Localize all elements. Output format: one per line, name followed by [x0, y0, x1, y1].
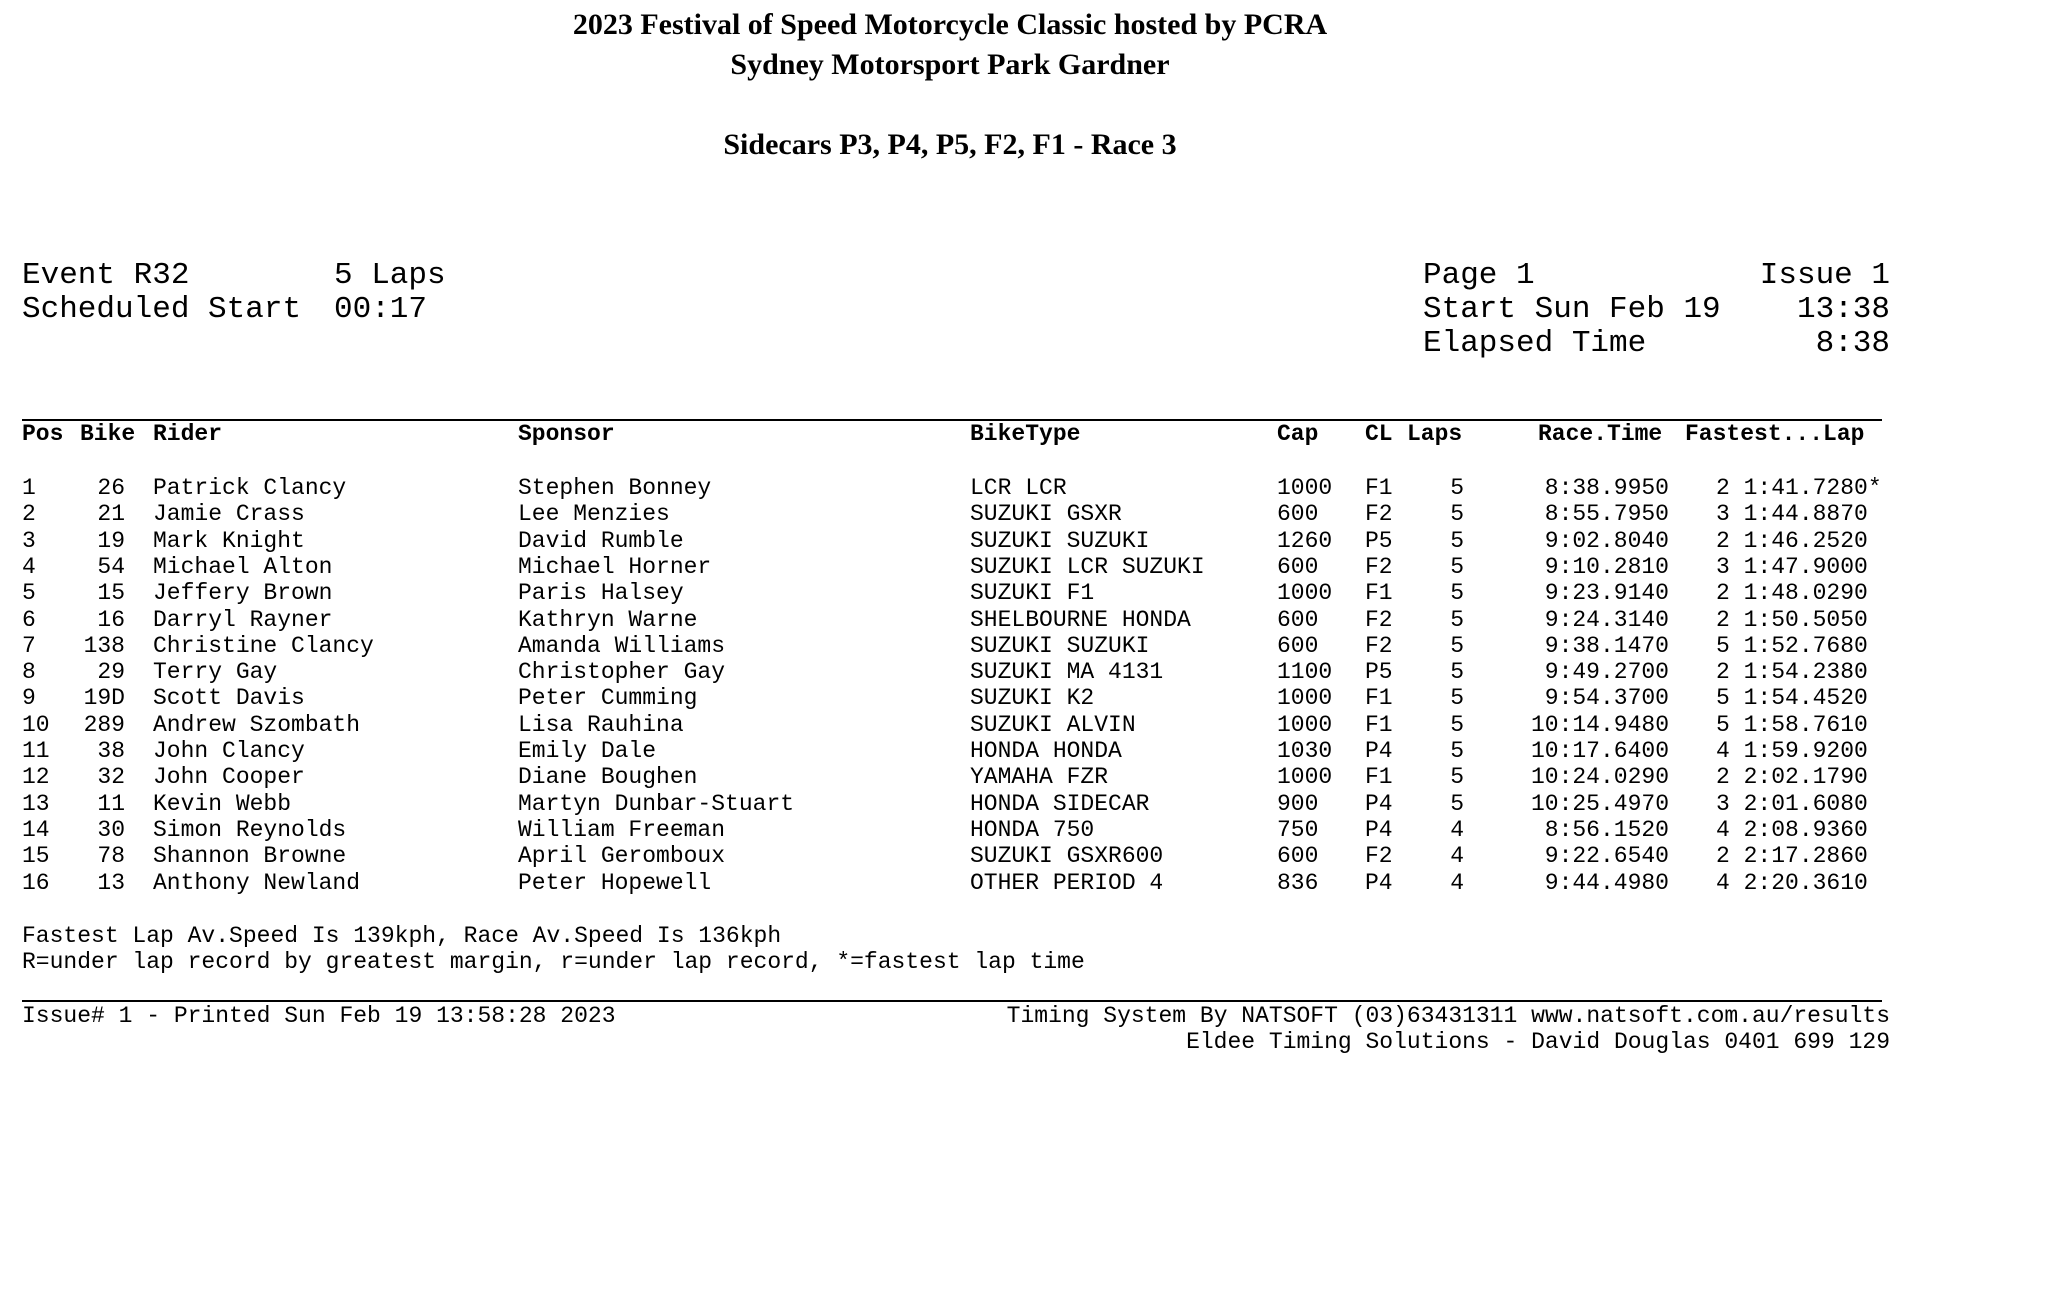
cell-laps: 5 — [1450, 632, 1464, 659]
cell-rider: Shannon Browne — [153, 843, 347, 870]
speed-note: Fastest Lap Av.Speed Is 139kph, Race Av.Speed Is 136kph — [22, 923, 782, 949]
cell-sponsor: Martyn Dunbar-Stuart — [518, 790, 795, 817]
cell-cap: 600 — [1277, 606, 1319, 633]
cell-sponsor: Lee Menzies — [518, 501, 670, 528]
cell-fastest-lap: 3 2:01.6080 — [1716, 790, 1868, 817]
col-bike: Bike — [80, 421, 136, 447]
cell-class: P4 — [1365, 790, 1393, 817]
cell-laps: 5 — [1450, 580, 1464, 607]
cell-bike: 11 — [97, 790, 125, 817]
cell-rider: Anthony Newland — [153, 869, 361, 896]
table-row — [0, 870, 2048, 896]
cell-pos: 4 — [22, 553, 36, 580]
cell-class: P4 — [1365, 738, 1393, 764]
cell-laps: 4 — [1450, 869, 1464, 896]
cell-biketype: SUZUKI SUZUKI — [970, 632, 1150, 659]
cell-laps: 5 — [1450, 659, 1464, 686]
cell-sponsor: April Geromboux — [518, 843, 726, 870]
cell-sponsor: Emily Dale — [518, 738, 657, 764]
cell-sponsor: Stephen Bonney — [518, 475, 712, 501]
cell-sponsor: Christopher Gay — [518, 659, 726, 686]
cell-cap: 600 — [1277, 553, 1319, 580]
cell-class: F1 — [1365, 475, 1393, 501]
cell-laps: 5 — [1450, 501, 1464, 528]
table-row — [0, 528, 2048, 554]
col-rider: Rider — [153, 421, 223, 447]
cell-race-time: 10:14.9480 — [1530, 711, 1669, 738]
printed-info: Issue# 1 - Printed Sun Feb 19 13:58:28 2023 — [22, 1003, 616, 1029]
cell-race-time: 9:49.2700 — [1544, 659, 1669, 686]
cell-race-time: 9:38.1470 — [1544, 632, 1669, 659]
col-pos: Pos — [22, 421, 64, 447]
start-label: Start Sun Feb 19 — [1423, 292, 1721, 327]
cell-fastest-lap: 4 2:08.9360 — [1716, 816, 1868, 843]
cell-fastest-lap: 2 2:02.1790 — [1716, 764, 1868, 791]
cell-fastest-lap: 5 1:54.4520 — [1716, 685, 1868, 712]
cell-class: P4 — [1365, 816, 1393, 843]
footer-rule — [22, 1000, 1882, 1002]
table-row — [0, 607, 2048, 633]
cell-biketype: HONDA HONDA — [970, 738, 1122, 764]
cell-biketype: SUZUKI LCR SUZUKI — [970, 553, 1205, 580]
cell-fastest-lap: 5 1:52.7680 — [1716, 632, 1868, 659]
cell-cap: 600 — [1277, 501, 1319, 528]
col-cap: Cap — [1277, 421, 1319, 447]
cell-pos: 8 — [22, 659, 36, 686]
col-sponsor: Sponsor — [518, 421, 615, 447]
cell-race-time: 10:25.4970 — [1530, 790, 1669, 817]
cell-race-time: 8:55.7950 — [1544, 501, 1669, 528]
cell-laps: 4 — [1450, 843, 1464, 870]
cell-rider: John Clancy — [153, 738, 305, 764]
table-row — [0, 475, 2048, 501]
cell-cap: 1260 — [1277, 527, 1333, 554]
cell-cap: 836 — [1277, 869, 1319, 896]
start-time: 13:38 — [1796, 292, 1890, 327]
cell-race-time: 9:23.9140 — [1544, 580, 1669, 607]
cell-rider: Christine Clancy — [153, 632, 374, 659]
venue-title: Sydney Motorsport Park Gardner — [730, 48, 1170, 81]
cell-cap: 1000 — [1277, 711, 1333, 738]
cell-fastest-lap: 4 2:20.3610 — [1716, 869, 1868, 896]
cell-bike: 19D — [83, 685, 125, 712]
cell-bike: 16 — [97, 606, 125, 633]
cell-cap: 600 — [1277, 632, 1319, 659]
cell-cap: 1000 — [1277, 764, 1333, 791]
cell-sponsor: Diane Boughen — [518, 764, 698, 791]
cell-bike: 32 — [97, 764, 125, 791]
table-row — [0, 633, 2048, 659]
cell-race-time: 9:22.6540 — [1544, 843, 1669, 870]
cell-class: P5 — [1365, 659, 1393, 686]
cell-pos: 15 — [22, 843, 50, 870]
cell-cap: 1000 — [1277, 475, 1333, 501]
cell-race-time: 9:02.8040 — [1544, 527, 1669, 554]
cell-rider: Terry Gay — [153, 659, 278, 686]
cell-race-time: 8:56.1520 — [1544, 816, 1669, 843]
cell-pos: 14 — [22, 816, 50, 843]
cell-biketype: SUZUKI K2 — [970, 685, 1095, 712]
cell-class: F2 — [1365, 606, 1393, 633]
cell-pos: 3 — [22, 527, 36, 554]
cell-bike: 289 — [83, 711, 125, 738]
cell-bike: 138 — [83, 632, 125, 659]
cell-class: F1 — [1365, 685, 1393, 712]
cell-laps: 5 — [1450, 475, 1464, 501]
cell-biketype: SUZUKI GSXR — [970, 501, 1122, 528]
cell-bike: 13 — [97, 869, 125, 896]
cell-class: P4 — [1365, 869, 1393, 896]
cell-biketype: OTHER PERIOD 4 — [970, 869, 1164, 896]
cell-fastest-lap: 2 2:17.2860 — [1716, 843, 1868, 870]
document-title: 2023 Festival of Speed Motorcycle Classic hosted by PCRA — [572, 8, 1328, 41]
cell-bike: 15 — [97, 580, 125, 607]
page-number: Page 1 — [1423, 258, 1535, 293]
cell-rider: Kevin Webb — [153, 790, 292, 817]
cell-biketype: SUZUKI GSXR600 — [970, 843, 1164, 870]
col-cl: CL — [1365, 421, 1393, 447]
cell-sponsor: William Freeman — [518, 816, 726, 843]
cell-biketype: SUZUKI F1 — [970, 580, 1095, 607]
table-row — [0, 580, 2048, 606]
cell-fastest-lap: 2 1:54.2380 — [1716, 659, 1868, 686]
legend-note: R=under lap record by greatest margin, r=under lap record, *=fastest lap time — [22, 949, 1085, 975]
cell-sponsor: Peter Cumming — [518, 685, 698, 712]
cell-race-time: 10:24.0290 — [1530, 764, 1669, 791]
table-row — [0, 501, 2048, 527]
cell-fastest-lap: 2 1:50.5050 — [1716, 606, 1868, 633]
cell-class: F2 — [1365, 843, 1393, 870]
cell-race-time: 9:44.4980 — [1544, 869, 1669, 896]
cell-pos: 11 — [22, 738, 50, 764]
event-laps: 5 Laps — [334, 258, 446, 293]
cell-race-time: 9:54.3700 — [1544, 685, 1669, 712]
cell-bike: 21 — [97, 501, 125, 528]
cell-sponsor: Kathryn Warne — [518, 606, 698, 633]
cell-biketype: YAMAHA FZR — [970, 764, 1109, 791]
timing-credit: Eldee Timing Solutions - David Douglas 0401 699 129 — [1186, 1029, 1890, 1055]
cell-pos: 9 — [22, 685, 36, 712]
cell-class: F2 — [1365, 501, 1393, 528]
col-laps: Laps — [1407, 421, 1463, 447]
cell-pos: 10 — [22, 711, 50, 738]
cell-laps: 5 — [1450, 764, 1464, 791]
cell-cap: 750 — [1277, 816, 1319, 843]
cell-race-time: 9:10.2810 — [1544, 553, 1669, 580]
scheduled-start-value: 00:17 — [334, 292, 428, 327]
timing-system: Timing System By NATSOFT (03)63431311 www.natsoft.com.au/results — [1006, 1003, 1890, 1029]
cell-bike: 29 — [97, 659, 125, 686]
cell-sponsor: David Rumble — [518, 527, 684, 554]
race-title: Sidecars P3, P4, P5, F2, F1 - Race 3 — [723, 128, 1177, 161]
cell-pos: 13 — [22, 790, 50, 817]
cell-bike: 38 — [97, 738, 125, 764]
cell-bike: 54 — [97, 553, 125, 580]
table-row — [0, 791, 2048, 817]
cell-laps: 5 — [1450, 527, 1464, 554]
cell-cap: 1030 — [1277, 738, 1333, 764]
cell-rider: Andrew Szombath — [153, 711, 361, 738]
cell-biketype: HONDA SIDECAR — [970, 790, 1150, 817]
cell-rider: John Cooper — [153, 764, 305, 791]
col-fastest-lap: Fastest...Lap — [1685, 421, 1865, 447]
cell-cap: 900 — [1277, 790, 1319, 817]
cell-fastest-lap: 2 1:41.7280* — [1716, 475, 1882, 501]
cell-rider: Simon Reynolds — [153, 816, 347, 843]
cell-laps: 4 — [1450, 816, 1464, 843]
col-biketype: BikeType — [970, 421, 1081, 447]
elapsed-label: Elapsed Time — [1423, 326, 1647, 361]
cell-cap: 1000 — [1277, 685, 1333, 712]
cell-class: F1 — [1365, 711, 1393, 738]
cell-laps: 5 — [1450, 711, 1464, 738]
cell-class: F1 — [1365, 580, 1393, 607]
cell-sponsor: Amanda Williams — [518, 632, 726, 659]
cell-pos: 6 — [22, 606, 36, 633]
cell-rider: Mark Knight — [153, 527, 305, 554]
col-racetime: Race.Time — [1538, 421, 1663, 447]
cell-class: P5 — [1365, 527, 1393, 554]
table-row — [0, 685, 2048, 711]
cell-fastest-lap: 5 1:58.7610 — [1716, 711, 1868, 738]
cell-bike: 78 — [97, 843, 125, 870]
cell-biketype: SHELBOURNE HONDA — [970, 606, 1191, 633]
cell-pos: 1 — [22, 475, 36, 501]
elapsed-time: 8:38 — [1815, 326, 1890, 361]
cell-class: F2 — [1365, 632, 1393, 659]
cell-race-time: 9:24.3140 — [1544, 606, 1669, 633]
cell-fastest-lap: 4 1:59.9200 — [1716, 738, 1868, 764]
cell-biketype: SUZUKI MA 4131 — [970, 659, 1164, 686]
cell-rider: Michael Alton — [153, 553, 333, 580]
event-id: Event R32 — [22, 258, 190, 293]
cell-biketype: SUZUKI SUZUKI — [970, 527, 1150, 554]
cell-pos: 7 — [22, 632, 36, 659]
scheduled-start-label: Scheduled Start — [22, 292, 302, 327]
cell-rider: Darryl Rayner — [153, 606, 333, 633]
cell-bike: 30 — [97, 816, 125, 843]
cell-laps: 5 — [1450, 553, 1464, 580]
cell-rider: Jamie Crass — [153, 501, 305, 528]
cell-laps: 5 — [1450, 738, 1464, 764]
cell-bike: 26 — [97, 475, 125, 501]
cell-laps: 5 — [1450, 790, 1464, 817]
cell-sponsor: Lisa Rauhina — [518, 711, 684, 738]
cell-rider: Scott Davis — [153, 685, 305, 712]
table-row — [0, 712, 2048, 738]
issue-number: Issue 1 — [1759, 258, 1890, 293]
cell-rider: Patrick Clancy — [153, 475, 347, 501]
cell-fastest-lap: 2 1:46.2520 — [1716, 527, 1868, 554]
cell-bike: 19 — [97, 527, 125, 554]
table-row — [0, 659, 2048, 685]
cell-sponsor: Paris Halsey — [518, 580, 684, 607]
cell-class: F2 — [1365, 553, 1393, 580]
table-row — [0, 817, 2048, 843]
cell-pos: 5 — [22, 580, 36, 607]
cell-sponsor: Peter Hopewell — [518, 869, 712, 896]
cell-cap: 1000 — [1277, 580, 1333, 607]
cell-pos: 12 — [22, 764, 50, 791]
cell-biketype: HONDA 750 — [970, 816, 1095, 843]
cell-pos: 2 — [22, 501, 36, 528]
cell-fastest-lap: 3 1:44.8870 — [1716, 501, 1868, 528]
cell-fastest-lap: 2 1:48.0290 — [1716, 580, 1868, 607]
cell-race-time: 10:17.6400 — [1530, 738, 1669, 764]
cell-pos: 16 — [22, 869, 50, 896]
cell-race-time: 8:38.9950 — [1544, 475, 1669, 501]
table-row — [0, 764, 2048, 790]
cell-laps: 5 — [1450, 606, 1464, 633]
table-row — [0, 554, 2048, 580]
cell-fastest-lap: 3 1:47.9000 — [1716, 553, 1868, 580]
cell-sponsor: Michael Horner — [518, 553, 712, 580]
cell-rider: Jeffery Brown — [153, 580, 333, 607]
table-row — [0, 843, 2048, 869]
cell-biketype: SUZUKI ALVIN — [970, 711, 1136, 738]
table-row — [0, 738, 2048, 764]
cell-biketype: LCR LCR — [970, 475, 1067, 501]
cell-cap: 1100 — [1277, 659, 1333, 686]
cell-laps: 5 — [1450, 685, 1464, 712]
cell-cap: 600 — [1277, 843, 1319, 870]
cell-class: F1 — [1365, 764, 1393, 791]
